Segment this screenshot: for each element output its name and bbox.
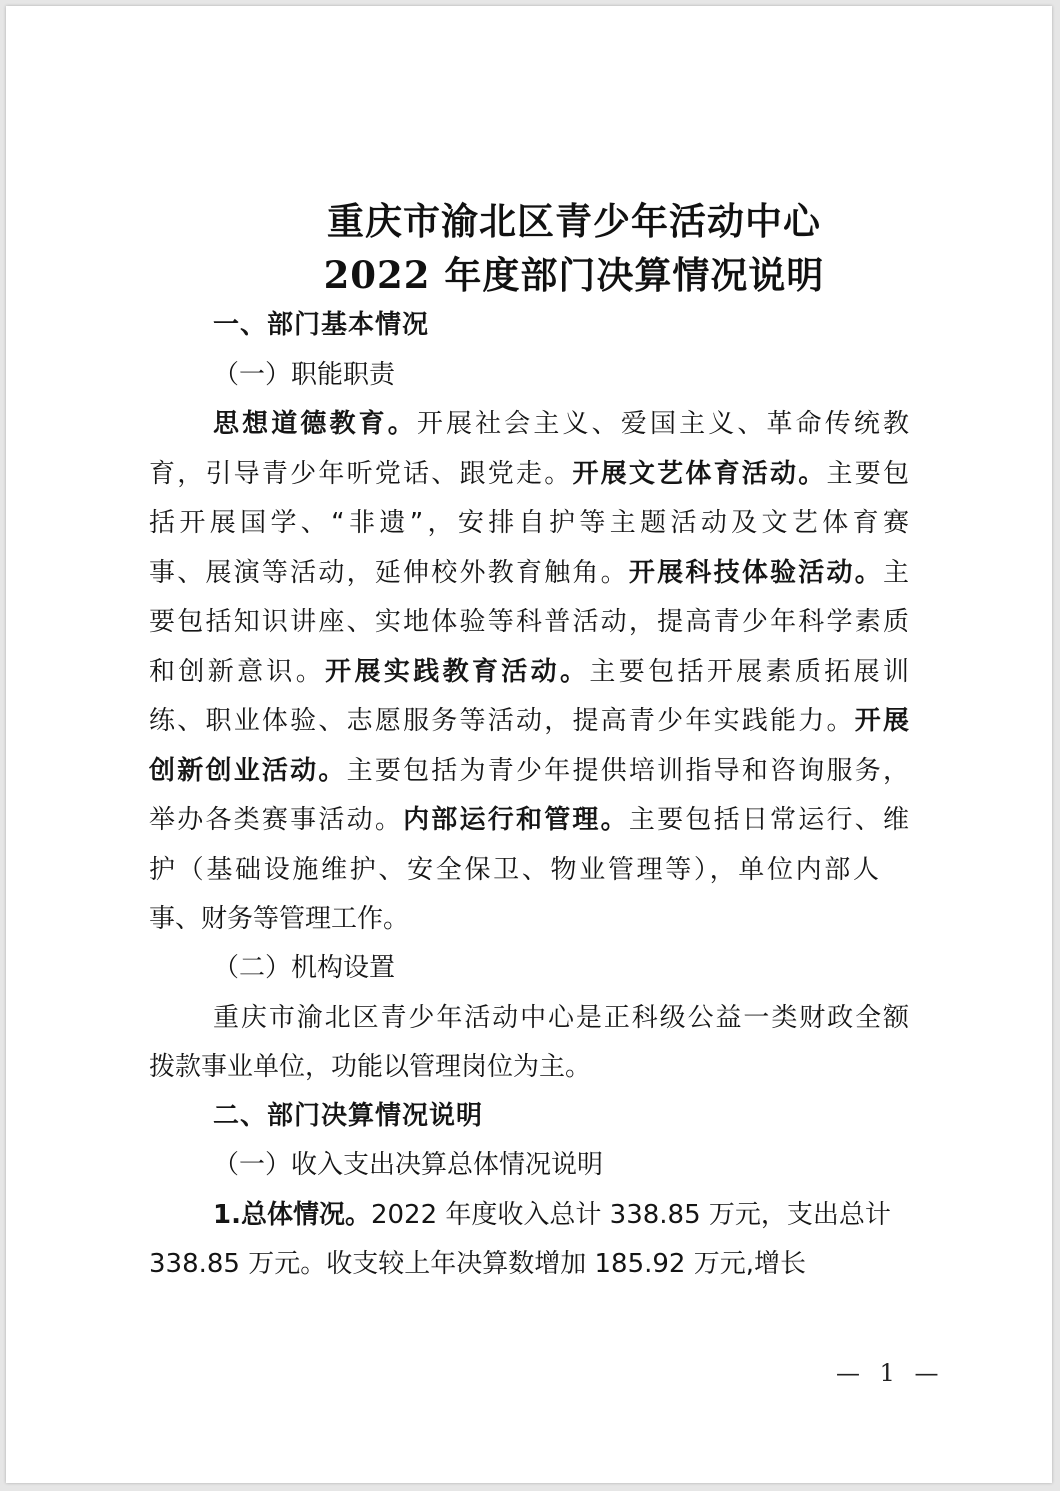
text-run: 开展社会主义、爱国主义、革命传统教 bbox=[416, 409, 909, 439]
paragraph-1-line-5: 要包括知识讲座、实地体验等科普活动，提高青少年科学素质 bbox=[149, 607, 909, 637]
paragraph-1-line-7 bbox=[149, 701, 909, 741]
paragraph-1-line-3: 括开展国学、“非遗”，安排自护等主题活动及文艺体育赛 bbox=[149, 508, 909, 538]
text-run: 主要包 bbox=[826, 459, 909, 489]
text-run: 育，引导青少年听党话、跟党走。 bbox=[149, 459, 573, 489]
section-1-heading: 一、部门基本情况 bbox=[213, 310, 430, 340]
text-run: 举办各类赛事活动。 bbox=[149, 805, 404, 835]
subsection-3-heading: （一）收入支出决算总体情况说明 bbox=[213, 1150, 604, 1180]
bold-phrase: 开展科技体验活动。 bbox=[628, 558, 883, 588]
paragraph-1-line-4 bbox=[149, 553, 909, 593]
paragraph-1-line-11: 事、财务等管理工作。 bbox=[149, 904, 410, 934]
paragraph-1-line-2 bbox=[149, 454, 909, 494]
paragraph-3-line-2: 338.85 万元。收支较上年决算数增加 185.92 万元,增长 bbox=[149, 1249, 807, 1279]
section-2-heading: 二、部门决算情况说明 bbox=[213, 1101, 484, 1131]
paragraph-1-line-10: 护（基础设施维护、安全保卫、物业管理等），单位内部人 bbox=[149, 855, 879, 885]
bold-phrase: 1.总体情况。 bbox=[213, 1200, 371, 1230]
text-run: 练、职业体验、志愿服务等活动，提高青少年实践能力。 bbox=[149, 706, 855, 736]
paragraph-1-line-9 bbox=[149, 800, 909, 840]
paragraph-2-line-2: 拨款事业单位，功能以管理岗位为主。 bbox=[149, 1052, 592, 1082]
bold-phrase: 内部运行和管理。 bbox=[403, 805, 629, 835]
bold-phrase: 创新创业活动。 bbox=[149, 756, 347, 786]
page-number: — 1 — bbox=[836, 1359, 945, 1387]
text-run: 主要包括为青少年提供培训指导和咨询服务， bbox=[346, 756, 909, 786]
text-run: 事、展演等活动，延伸校外教育触角。 bbox=[149, 558, 629, 588]
document-title-line-1: 重庆市渝北区青少年活动中心 bbox=[327, 199, 821, 243]
text-run: 主 bbox=[882, 558, 909, 588]
text-run: 主要包括日常运行、维 bbox=[628, 805, 909, 835]
paragraph-1-line-1 bbox=[213, 404, 909, 444]
bold-phrase: 开展 bbox=[854, 706, 909, 736]
subsection-2-heading: （二）机构设置 bbox=[213, 953, 396, 983]
paragraph-1-line-6 bbox=[149, 652, 909, 692]
paragraph-3-line-1 bbox=[213, 1195, 891, 1235]
bold-phrase: 思想道德教育。 bbox=[213, 409, 417, 439]
text-run: 主要包括开展素质拓展训 bbox=[589, 657, 909, 687]
paragraph-2-line-1: 重庆市渝北区青少年活动中心是正科级公益一类财政全额 bbox=[213, 1003, 909, 1033]
paragraph-1-line-8 bbox=[149, 751, 909, 791]
subsection-1-heading: （一）职能职责 bbox=[213, 360, 396, 390]
text-run: 2022 年度收入总计 338.85 万元，支出总计 bbox=[370, 1200, 891, 1230]
bold-phrase: 开展文艺体育活动。 bbox=[572, 459, 827, 489]
text-run: 和创新意识。 bbox=[149, 657, 326, 687]
document-page bbox=[6, 6, 1052, 1483]
bold-phrase: 开展实践教育活动。 bbox=[325, 657, 590, 687]
document-title-line-2: 2022 年度部门决算情况说明 bbox=[323, 253, 825, 297]
